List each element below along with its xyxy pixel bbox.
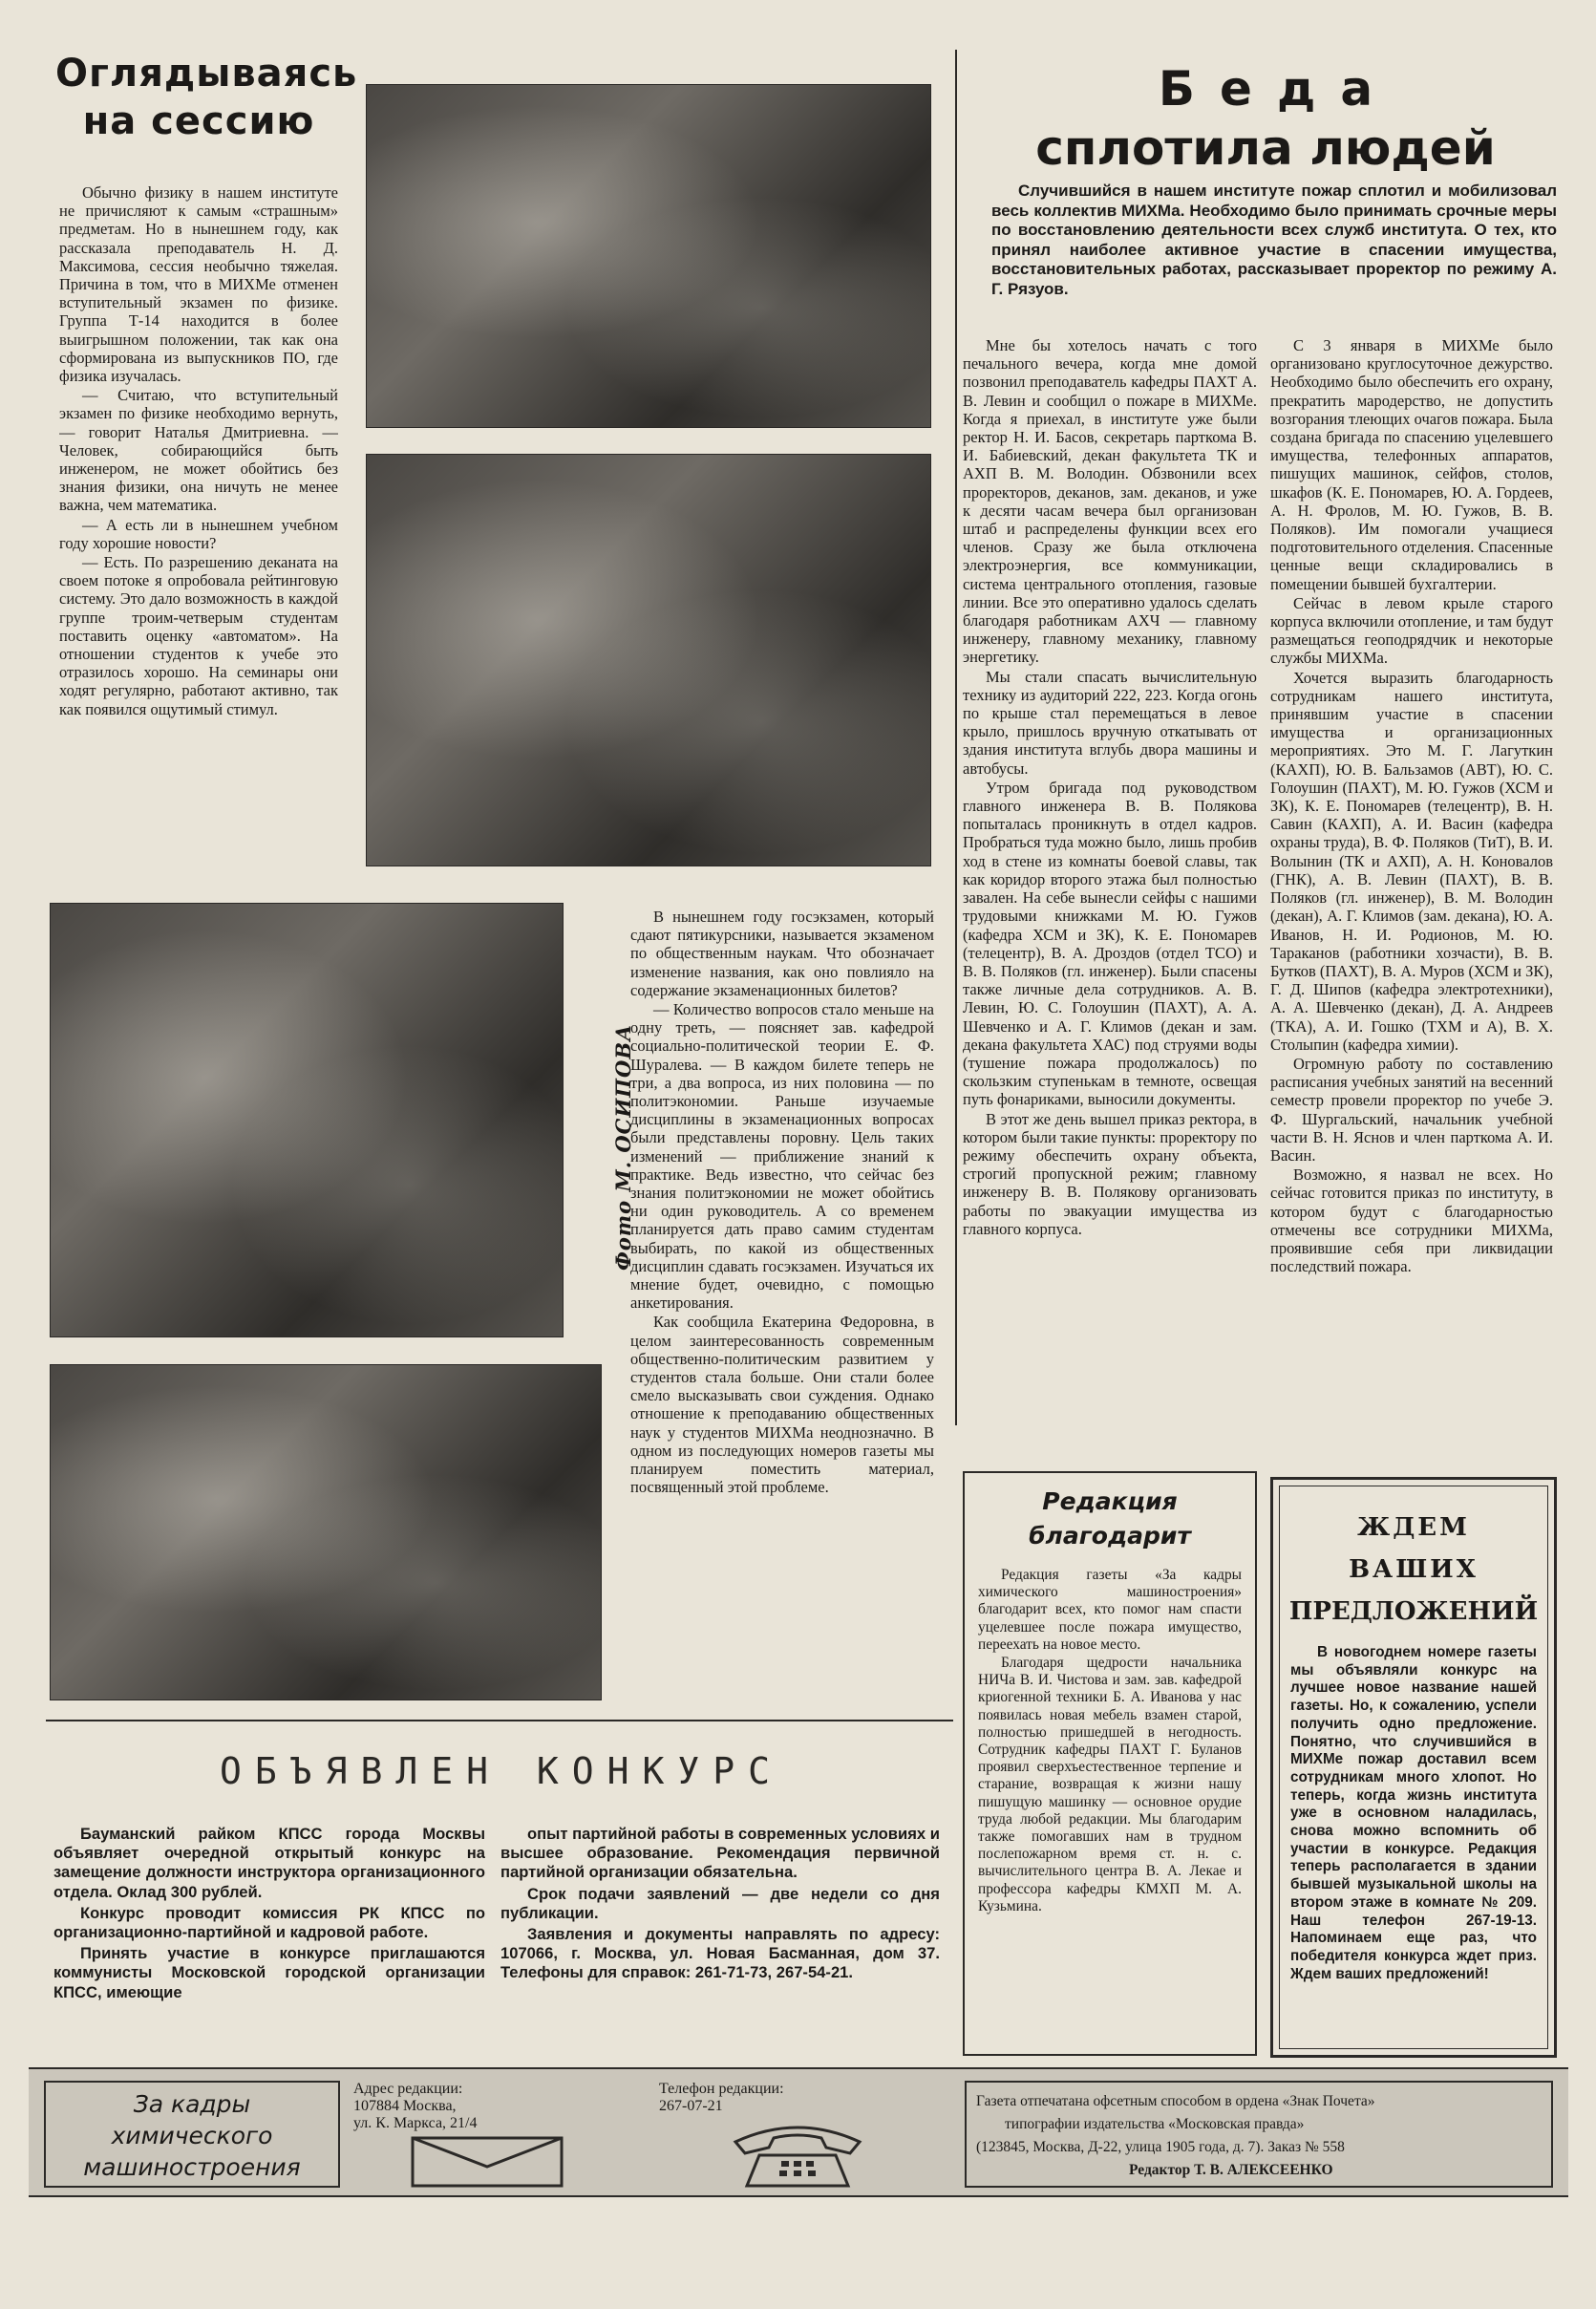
masthead-line-1: За кадры bbox=[133, 2090, 251, 2118]
proposals-text bbox=[1290, 1644, 1537, 2026]
paragraph: В этот же день вышел приказ ректора, в котором были такие пункты: проректору по режиму обеспечить охрану объекта, строгий пропускной режим; главному инженеру В. В. Полякову организовать работы по эвакуации имущества из главного корпуса. bbox=[963, 1109, 1257, 1238]
paragraph: Бауманский райком КПСС города Москвы объявляет очередной открытый конкурс на замещение должности инструктора организационного отдела. Оклад 300 рублей. bbox=[53, 1825, 485, 1901]
proposals-title bbox=[1281, 1507, 1546, 1633]
right-article-col1 bbox=[963, 336, 1257, 1462]
paragraph: Хочется выразить благодарность сотрудникам нашего института, принявшим участие в спасении имущества и организационных мероприятиях. Это М. Г. Лагуткин (КАХП), Ю. В. Бальзамов (АВТ), Ю. С. Голоушин (ПАХТ), М. Ю. Гужов (ХСМ и ЗК), К. Е. Пономарев (телецентр), В. Н. Савин (КАХП), А. И. Васин (кафедра охраны труда), В. Ф. Поляков (ТиТ), В. И. Волынин (ТК и АХП), А. Н. Коновалов (ГНК), А. В. Левин (ПАХТ), В. В. Поляков (гл. инженер), В. М. Володин (декан), А. Г. Климов (зам. декана), Ю. А. Иванов, Н. И. Родионов, М. Ю. Тараканов (работники хозчасти), В. В. Бутков (ПАХТ), В. А. Муров (ХСМ и ЗК), Г. Д. Шипов (кафедра электротехники), А. А. Шевченко (декан), Д. А. Андреев (ТКА), А. И. Гошко (ТХМ и А), В. Х. Столыпин (кафедра химии). bbox=[1270, 668, 1553, 1054]
thanks-title-line-1: Редакция bbox=[1042, 1487, 1178, 1515]
paragraph: Принять участие в конкурсе приглашаются коммунисты Московской городской организации КПСС, имеющие bbox=[53, 1944, 485, 2001]
address-line-1: 107884 Москва, bbox=[353, 2098, 457, 2114]
paragraph: Возможно, я назвал не всех. Но сейчас готовится приказ по институту, в котором будут с благодарностью отмечены все сотрудники МИХМа, проявившие себя при ликвидации последствий пожара. bbox=[1270, 1165, 1553, 1276]
paragraph: Как сообщила Екатерина Федоровна, в целом заинтересованность современным общественно-политическим развитием у студентов стала больше. Они стали более смело высказывать свои суждения. Однако отношение к преподаванию общественных наук у студентов МИХМа неоднозначно. В одном из последующих номеров газеты мы планируем поместить материал, посвященный этой проблеме. bbox=[630, 1313, 934, 1497]
column-divider bbox=[955, 50, 957, 1425]
left-article-headline bbox=[55, 50, 358, 145]
proposals-title-line-3: ПРЕДЛОЖЕНИЙ bbox=[1288, 1597, 1539, 1626]
thanks-title bbox=[978, 1485, 1242, 1553]
print-line-1: Газета отпечатана офсетным способом в ордена «Знак Почета» bbox=[976, 2093, 1375, 2109]
lead-paragraph: Случившийся в нашем институте пожар сплотил и мобилизовал весь коллектив МИХМа. Необходимо было принимать срочные меры по восстановлению деятельности всех служб института. О тех, кто принял наиболее активное участие в спасении имущества, восстановительных работах, рассказывает проректор по режиму А. Г. Рязуов. bbox=[991, 182, 1557, 298]
headline-line-2: на сессию bbox=[82, 99, 315, 143]
headline-line-1: Беда bbox=[1158, 61, 1398, 117]
phone-block bbox=[659, 2069, 974, 2195]
proposals-title-line-2: ВАШИХ bbox=[1349, 1555, 1479, 1584]
paragraph: Срок подачи заявлений — две недели со дня публикации. bbox=[500, 1884, 940, 1922]
contest-col2 bbox=[500, 1825, 940, 2065]
photo-credit-text: Фото М. ОСИПОВА bbox=[611, 1023, 635, 1271]
paragraph: Мы стали спасать вычислительную технику из аудиторий 222, 223. Когда огонь по крыше стал перемещаться в левое крыло, пришлось вручную откатывать от здания института вглубь двора машины и автобусы. bbox=[963, 667, 1257, 778]
paragraph: Обычно физику в нашем институте не причисляют к самым «страшным» предметам. Но в нынешнем году, как рассказала преподаватель Н. Д. Максимова, сессия необычно тяжелая. Причина в том, что в МИХМе отменен вступительный экзамен по физике. Группа Т-14 находится в более выигрышном положении, так как она сформирована из выпускников ПО, где физика изучалась. bbox=[59, 183, 338, 386]
contest-col1 bbox=[53, 1825, 485, 2065]
paragraph: Заявления и документы направлять по адресу: 107066, г. Москва, ул. Новая Басманная, дом 37. Телефоны для справок: 261-71-73, 267-54-21. bbox=[500, 1925, 940, 1982]
headline-line-2: сплотила людей bbox=[1035, 120, 1496, 176]
paragraph: В нынешнем году госэкзамен, который сдают пятикурсники, называется экзаменом по общественным наукам. Что обозначает изменение названия, как оно повлияло на содержание экзаменационных билетов? bbox=[630, 908, 934, 999]
paragraph: — А есть ли в нынешнем учебном году хорошие новости? bbox=[59, 515, 338, 552]
paragraph: опыт партийной работы в современных условиях и высшее образование. Рекомендация первичной партийной организации обязательна. bbox=[500, 1825, 940, 1882]
phone-label: Телефон редакции: bbox=[659, 2081, 784, 2097]
paragraph: Сейчас в левом крыле старого корпуса включили отопление, и там будут размещаться геоподрядчик и некоторые службы МИХМа. bbox=[1270, 593, 1553, 668]
paragraph: — Есть. По разрешению деканата на своем потоке я опробовала рейтинговую систему. Это дало возможность в каждой группе троим-четверым студентам поставить оценку «автоматом». На отношении студентов к учебе это отразилось хорошо. На семинары они ходят регулярно, работают активно, так как появился ощутимый стимул. bbox=[59, 553, 338, 718]
print-line-2: типографии издательства «Московская правда» bbox=[1005, 2116, 1305, 2132]
contest-headline: ОБЪЯВЛЕН КОНКУРС bbox=[219, 1750, 784, 1792]
footer-bar bbox=[29, 2067, 1568, 2197]
contest-top-rule bbox=[46, 1720, 953, 1721]
paragraph: — Считаю, что вступительный экзамен по физике необходимо вернуть, — говорит Наталья Дмитриевна. — Человек, собирающийся быть инженером, не может обойтись без знания физики, она ничуть не менее важна, чем математика. bbox=[59, 386, 338, 515]
masthead-box bbox=[44, 2081, 340, 2188]
thanks-text bbox=[978, 1567, 1242, 2025]
paragraph: Благодаря щедрости начальника НИЧа В. И. Чистова и зам. зав. кафедрой криогенной техники Б. А. Иванова у нас появилась новая мебель взамен старой, полностью пришедшей в негодность. Сотрудник кафедры ПАХТ Г. Буланов проявил сверхъестественное терпение и старание, возвращая к жизни нашу пишущую машинку — основное орудие труда любой редакции. Мы благодарим также помогавших нам в трудном послепожарном время ст. н. с. вычислительного центра В. А. Лекае и профессора кафедры КМХП М. А. Кузьмина. bbox=[978, 1655, 1242, 1914]
paragraph: Редакция газеты «За кадры химического машиностроения» благодарит всех, кто помог нам спасти уцелевшее после пожара имущество, переехать на новое место. bbox=[978, 1567, 1242, 1653]
address-line-2: ул. К. Маркса, 21/4 bbox=[353, 2115, 478, 2131]
photo-students-1 bbox=[366, 84, 931, 428]
photo-students-2 bbox=[366, 454, 931, 866]
right-article-headline bbox=[974, 59, 1557, 178]
masthead-line-3: машиностроения bbox=[83, 2153, 301, 2181]
right-article-col2 bbox=[1270, 336, 1553, 1456]
paragraph: В новогоднем номере газеты мы объявляли конкурс на лучшее новое название нашей газеты. Но, к сожалению, успели получить одно предложение. Понятно, что случившийся в МИХМе пожар доставил всем сотрудникам много хлопот. Но теперь, когда жизнь института уже в основном наладилась, снова можно вспомнить об участии в конкурсе. Редакция теперь располагается в здании бывшей музыкальной школы на втором этаже в комнате № 209. Наш телефон 267-19-13. Напоминаем еще раз, что победителя конкурса ждет приз. Ждем ваших предложений! bbox=[1290, 1644, 1537, 1982]
editor-line: Редактор Т. В. АЛЕКСЕЕНКО bbox=[1129, 2162, 1333, 2178]
paragraph: С 3 января в МИХМе было организовано круглосуточное дежурство. Необходимо было обеспечить его охрану, прекратить мародерство, не допустить возгорания тлеющих очагов пожара. Была создана бригада по спасению уцелевшего имущества, телефонных аппаратов, пишущих машинок, сейфов, столов, шкафов (К. Е. Пономарев, Ю. А. Гордеев, А. Н. Фролов, М. Ю. Гужов, В. В. Поляков). Им помогали учащиеся подготовительного отделения. Спасенные ценные вещи складировались в помещении бывшей бухгалтерии. bbox=[1270, 336, 1553, 593]
phone-number: 267-07-21 bbox=[659, 2098, 723, 2114]
telephone-icon bbox=[726, 2113, 869, 2190]
masthead-line-2: химического bbox=[111, 2122, 273, 2149]
thanks-title-line-2: благодарит bbox=[1029, 1522, 1191, 1550]
paragraph: Утром бригада под руководством главного инженера В. В. Полякова попыталась проникнуть в отдел кадров. Пробраться туда можно было, лишь пробив ход в стене из комнаты боевой славы, так как коридор второго этажа был полностью завален. На себе вынесли сейфы с нашими трудовыми книжками М. Ю. Гужов (кафедра ХСМ и ЗК), К. Е. Пономарев (телецентр), В. А. Дроздов (отдел ТСО) и В. В. Поляков (гл. инженер). Были спасены также личные дела сотрудников. А. В. Левин, Ю. С. Голоушин (ПАХТ), А. А. Шевченко и А. Г. Климов (декан и зам. декана факультета ХАС) под струями воды (тушение пожара продолжалось) по скользким ступенькам в темноте, освещая путь фонариками, выносили документы. bbox=[963, 778, 1257, 1109]
address-block bbox=[353, 2069, 659, 2195]
paragraph: Мне бы хотелось начать с того печального вечера, когда мне домой позвонил преподаватель кафедры ПАХТ А. В. Левин и сообщил о пожаре в МИХМе. Когда я приехал, в институте уже были ректор Н. И. Басов, секретарь парткома В. И. Бабиевский, декан факультета ТК и АХП В. М. Володин. Обзвонили всех проректоров, деканов, зам. деканов, и уже к десяти часам вечера был организован штаб и распределены функции всех его членов. Сразу же была отключена электроэнергия, все коммуникации, система центрального отопления, газовые линии. Все это оперативно удалось сделать благодаря работникам АХЧ — главному инженеру, главному механику, главному энергетику. bbox=[963, 336, 1257, 667]
photo-exam-commission bbox=[50, 903, 564, 1337]
headline-line-1: Оглядываясь bbox=[55, 52, 358, 96]
thanks-box bbox=[963, 1471, 1257, 2056]
right-article-lead bbox=[991, 182, 1557, 336]
paragraph: — Количество вопросов стало меньше на одну треть, — поясняет зав. кафедрой социально-политической теории Е. Ф. Шуралева. — В каждом билете теперь не три, а два вопроса, из них половина — по политэкономии. Раньше изучаемые дисциплины в экзаменационных вопросах были представлены поровну. Цель таких изменений — приближение знаний к практике. Ведь известно, что сейчас без знания политэкономии не может обойтись ни один руководитель. А со временем планируется дать право самим студентам выбирать, по какой из общественных дисциплин сдавать госэкзамен. Изучаться их мнение будет, очевидно, с помощью анкетирования. bbox=[630, 1000, 934, 1313]
print-info bbox=[965, 2081, 1553, 2188]
proposals-title-line-1: ЖДЕМ bbox=[1357, 1513, 1470, 1542]
paragraph: Конкурс проводит комиссия РК КПСС по организационно-партийной и кадровой работе. bbox=[53, 1903, 485, 1942]
left-article-col2 bbox=[630, 908, 934, 1681]
address-label: Адрес редакции: bbox=[353, 2081, 463, 2097]
print-line-3: (123845, Москва, Д-22, улица 1905 года, д. 7). Заказ № 558 bbox=[976, 2139, 1345, 2155]
left-article-col1 bbox=[59, 183, 338, 871]
envelope-icon bbox=[411, 2136, 564, 2188]
paragraph: Огромную работу по составлению расписания учебных занятий на весенний семестр провели проректор по учебе Э. Ф. Шургальский, начальник учебной части В. Н. Яснов и член парткома А. И. Васин. bbox=[1270, 1054, 1553, 1165]
proposals-box bbox=[1270, 1477, 1557, 2058]
photo-group-discussion bbox=[50, 1364, 602, 1700]
